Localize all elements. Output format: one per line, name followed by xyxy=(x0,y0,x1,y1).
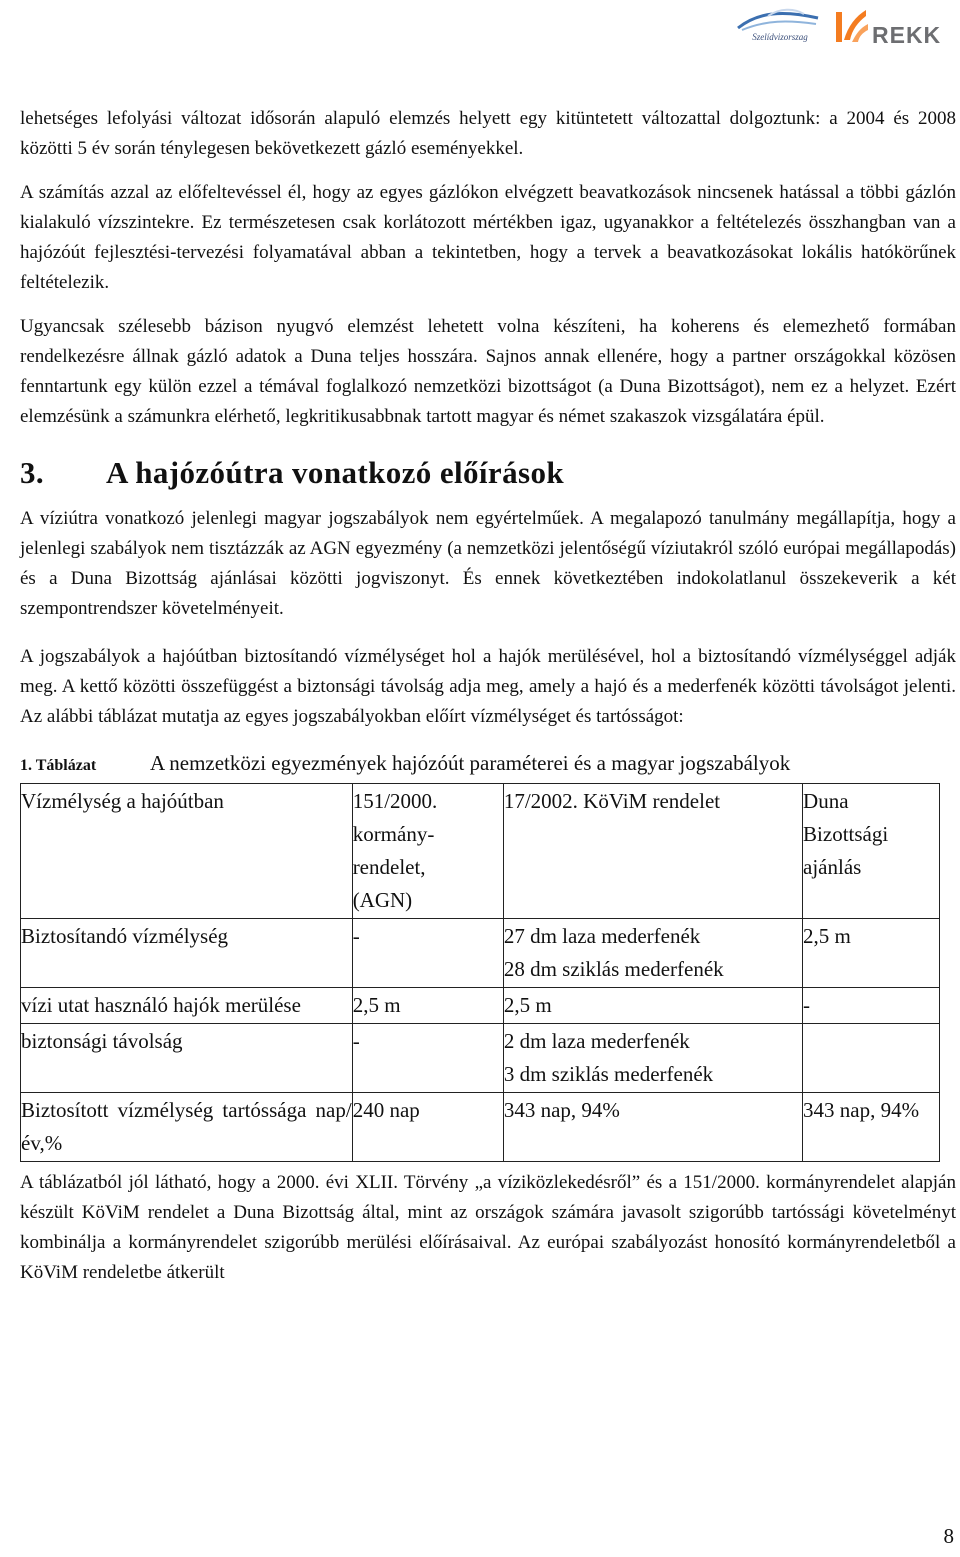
header-cell: Vízmélység a hajóútban xyxy=(21,789,224,813)
table-cell-line: 27 dm laza mederfenék xyxy=(503,924,701,948)
paragraph: lehetséges lefolyási változat idősorán alapuló elemzés helyett egy kitüntetett változattal dolgoztunk: a 2004 és 2008 közötti 5 év során ténylegesen bekövetkezett gázló eseményekkel. xyxy=(20,108,956,159)
page-number: 8 xyxy=(943,1524,954,1548)
table-row xyxy=(21,919,940,988)
szelidvizorszag-logo xyxy=(728,6,828,46)
header-cell-line: kormány- xyxy=(352,822,435,846)
section-heading xyxy=(20,454,956,492)
header-cell-line: 151/2000. xyxy=(352,789,438,813)
paragraph: A számítás azzal az előfeltevéssel él, hogy az egyes gázlókon elvégzett beavatkozások nincsenek hatással a többi gázlón kialakuló vízszintekre. Ez természetesen csak korlátozott mértékben igaz, ugyanakkor a feltételezés összhangban van a hajózóút fejlesztési-tervezési folyamatával abban a tekintetben, hogy a tervek a beavatkozásokat lokális hatókörűnek feltételezik. xyxy=(20,182,956,293)
table-cell: Biztosítandó vízmélység xyxy=(21,924,229,948)
header-cell-line: ajánlás xyxy=(803,855,862,879)
header-cell-line: Duna xyxy=(803,789,849,813)
table-caption-label: 1. Táblázat xyxy=(20,757,97,774)
rekk-mark-icon xyxy=(830,6,870,46)
table-cell-line: 2,5 m xyxy=(503,993,552,1017)
header-cell-line: Bizottsági xyxy=(803,822,889,846)
table-cell: 2,5 m xyxy=(352,993,401,1017)
header-cell: 17/2002. KöViM rendelet xyxy=(503,789,721,813)
table-caption xyxy=(20,748,956,781)
paragraph: A víziútra vonatkozó jelenlegi magyar jogszabályok nem egyértelműek. A megalapozó tanulmány megállapítja, hogy a jelenlegi szabályok nem tisztázzák az AGN egyezmény (a nemzetközi jelentőségű víziutakról szóló európai megállapodás) és a Duna Bizottság ajánlásai közötti jogviszonyt. És ennek következtében indokolatlanul összekeverik a két szempontrendszer követelményeit. xyxy=(20,508,956,619)
table-cell: biztonsági távolság xyxy=(21,1029,183,1053)
table-cell-line: 343 nap, 94% xyxy=(503,1098,620,1122)
header-cell-line: rendelet, xyxy=(352,855,426,879)
paragraph: Ugyancsak szélesebb bázison nyugvó elemzést lehetett volna készíteni, ha koherens és elemezhető formában rendelkezésre állnak gázló adatok a Duna teljes hosszára. Sajnos annak ellenére, hogy a partner országokkal közösen fenntartunk egy külön ezzel a témával foglalkozó nemzetközi bizottságot (a Duna Bizottságot), nem ez a helyzet. Ezért elemzésünk a számunkra elérhető, legkritikusabbnak tartott magyar és német szakaszok vizsgálatára épül. xyxy=(20,316,956,427)
regulation-table xyxy=(20,783,940,1162)
szelidvizorszag-logo-text: Szelídvizorszag xyxy=(752,32,808,42)
header-cell-line: (AGN) xyxy=(352,888,413,912)
header-logos xyxy=(728,6,956,46)
table-cell: - xyxy=(803,993,811,1017)
paragraph: A jogszabályok a hajóútban biztosítandó vízmélységet hol a hajók merülésével, hol a biztosítandó vízmélységgel adják meg. A kettő közötti összefüggést a biztonsági távolság adja meg, amely a hajó és a mederfenék közötti távolságot jelenti. Az alábbi táblázat mutatja az egyes jogszabályokban előírt vízmélységet és tartósságot: xyxy=(20,646,956,727)
table-row xyxy=(21,1024,940,1093)
table-header-row xyxy=(21,784,940,919)
section-title: A hajózóútra vonatkozó előírások xyxy=(106,455,564,490)
table-cell: 2,5 m xyxy=(803,924,851,948)
table-row xyxy=(21,988,940,1024)
table-caption-title: A nemzetközi egyezmények hajózóút paraméterei és a magyar jogszabályok xyxy=(150,751,791,775)
table-cell: 343 nap, 94% xyxy=(803,1098,920,1122)
table-cell-line: 2 dm laza mederfenék xyxy=(503,1029,690,1053)
table-cell: 240 nap xyxy=(352,1098,420,1122)
table-cell: Biztosított vízmélység tartóssága nap/év,% xyxy=(21,1098,352,1155)
table-row xyxy=(21,1093,940,1162)
table-cell-line: 3 dm sziklás mederfenék xyxy=(503,1062,714,1086)
table-cell: vízi utat használó hajók merülése xyxy=(21,993,301,1017)
table-cell-line: 28 dm sziklás mederfenék xyxy=(503,957,724,981)
paragraph: A táblázatból jól látható, hogy a 2000. évi XLII. Törvény „a víziközlekedésről” és a 151/2000. kormányrendelet alapján készült KöViM rendelet a Duna Bizottság által, mint az országok számára javasolt szigorúbb tartóssági követelményt kombinálja a kormányrendelet szigorúbb merülési előírásaival. Az európai szabályozást honosító kormányrendeletből a KöViM rendeletbe átkerült xyxy=(20,1172,956,1283)
rekk-logo xyxy=(830,6,956,46)
table-cell: - xyxy=(352,1029,360,1053)
section-number: 3. xyxy=(20,455,45,490)
wave-logo-icon xyxy=(728,6,828,34)
document-body xyxy=(20,104,956,1288)
rekk-logo-text: REKK xyxy=(872,22,942,48)
table-cell: - xyxy=(352,924,360,948)
